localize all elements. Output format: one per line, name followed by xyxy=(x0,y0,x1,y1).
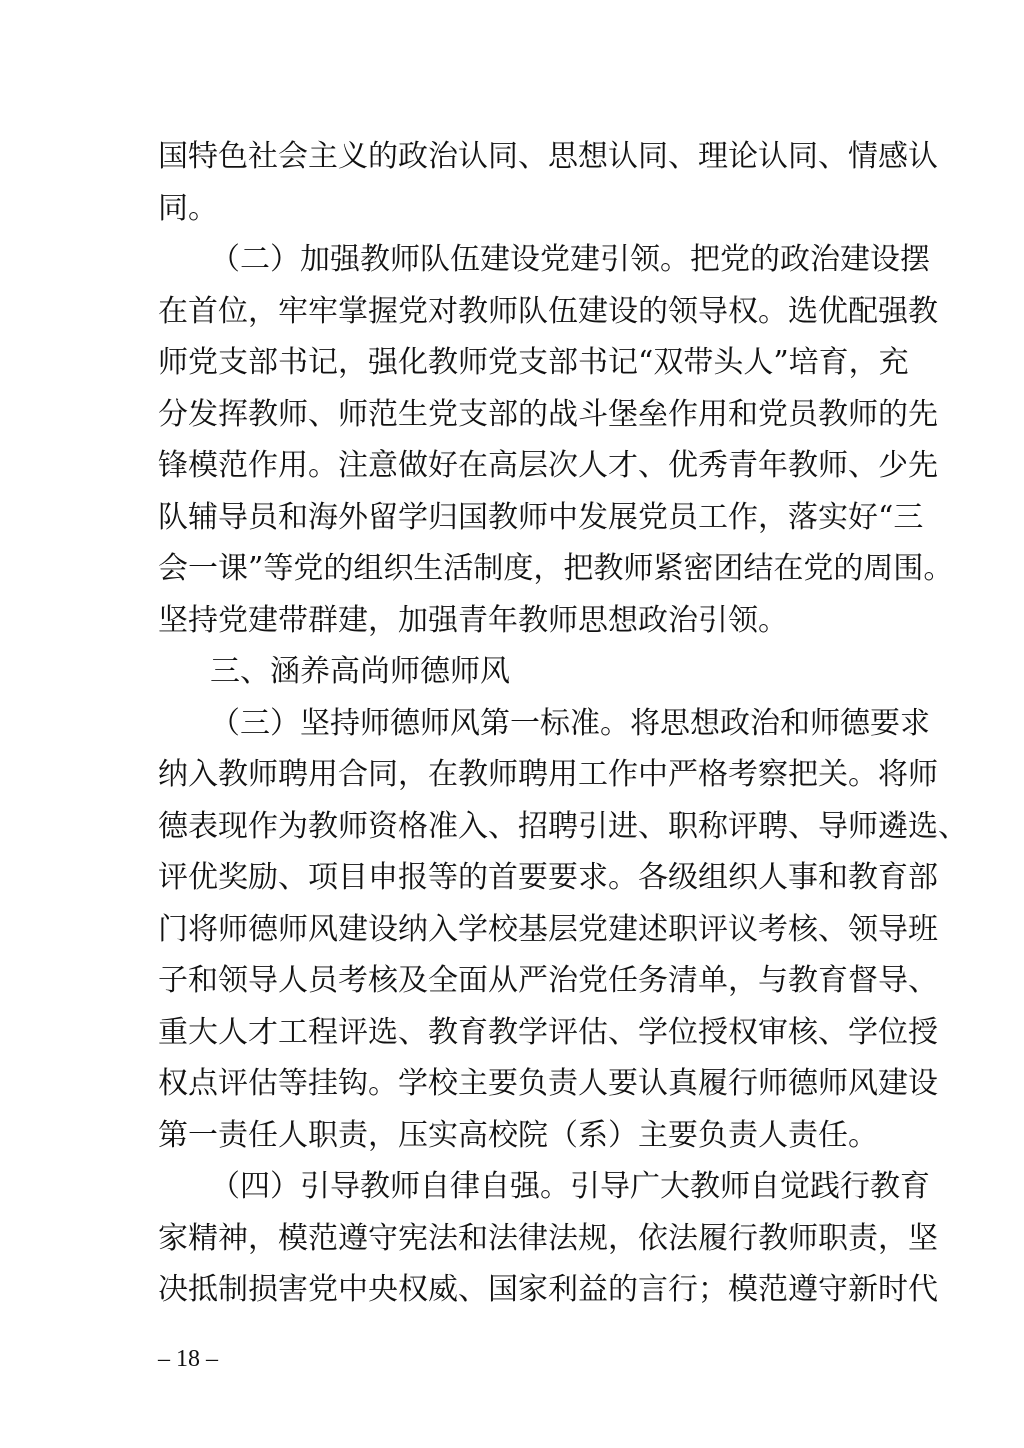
text-line: 门将师德师风建设纳入学校基层党建述职评议考核、领导班 xyxy=(158,912,938,947)
text-line: 德表现作为教师资格准入、招聘引进、职称评聘、导师遴选、 xyxy=(158,809,968,844)
paragraph-heading-line: （二）加强教师队伍建设党建引领。把党的政治建设摆 xyxy=(210,242,930,277)
text-line: 在首位，牢牢掌握党对教师队伍建设的领导权。选优配强教 xyxy=(158,294,938,329)
text-line: 重大人才工程评选、教育教学评估、学位授权审核、学位授 xyxy=(158,1015,938,1050)
text-line: 评优奖励、项目申报等的首要要求。各级组织人事和教育部 xyxy=(158,860,938,895)
paragraph-heading-line: （四）引导教师自律自强。引导广大教师自觉践行教育 xyxy=(210,1169,930,1204)
text-line: 分发挥教师、师范生党支部的战斗堡垒作用和党员教师的先 xyxy=(158,397,938,432)
text-line: 第一责任人职责，压实高校院（系）主要负责人责任。 xyxy=(158,1118,878,1153)
text-line: 子和领导人员考核及全面从严治党任务清单，与教育督导、 xyxy=(158,963,938,998)
text-line: 师党支部书记，强化教师党支部书记“双带头人”培育，充 xyxy=(158,345,909,380)
text-line: 坚持党建带群建，加强青年教师思想政治引领。 xyxy=(158,603,788,638)
text-line: 锋模范作用。注意做好在高层次人才、优秀青年教师、少先 xyxy=(158,448,938,483)
text-line: 家精神，模范遵守宪法和法律法规，依法履行教师职责，坚 xyxy=(158,1221,938,1256)
section-heading: 三、涵养高尚师德师风 xyxy=(210,654,510,689)
text-line: 决抵制损害党中央权威、国家利益的言行；模范遵守新时代 xyxy=(158,1272,938,1307)
page-number: – 18 – xyxy=(158,1346,218,1372)
text-line: 同。 xyxy=(158,191,218,226)
paragraph-heading-line: （三）坚持师德师风第一标准。将思想政治和师德要求 xyxy=(210,706,930,741)
text-line: 国特色社会主义的政治认同、思想认同、理论认同、情感认 xyxy=(158,139,938,174)
text-line: 纳入教师聘用合同，在教师聘用工作中严格考察把关。将师 xyxy=(158,757,938,792)
text-line: 队辅导员和海外留学归国教师中发展党员工作，落实好“三 xyxy=(158,500,924,535)
text-line: 会一课”等党的组织生活制度，把教师紧密团结在党的周围。 xyxy=(158,551,954,586)
text-line: 权点评估等挂钩。学校主要负责人要认真履行师德师风建设 xyxy=(158,1066,938,1101)
